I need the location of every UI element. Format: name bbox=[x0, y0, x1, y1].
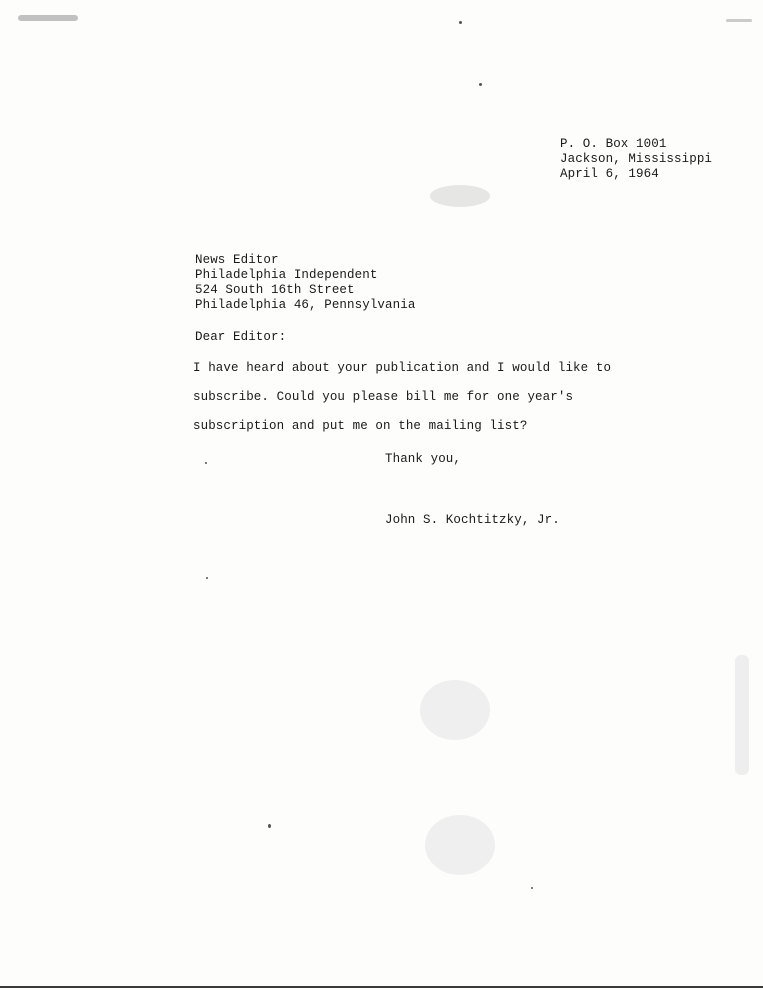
page-bottom-edge bbox=[0, 986, 763, 988]
recipient-title: News Editor bbox=[195, 253, 279, 267]
sender-po-box: P. O. Box 1001 bbox=[560, 137, 667, 151]
body-line-2: subscribe. Could you please bill me for one year's bbox=[193, 390, 574, 404]
sender-city-state: Jackson, Mississippi bbox=[560, 152, 713, 166]
body-line-3: subscription and put me on the mailing list? bbox=[193, 419, 528, 433]
letter-date: April 6, 1964 bbox=[560, 167, 659, 181]
closing: Thank you, bbox=[385, 452, 462, 466]
signature-name: John S. Kochtitzky, Jr. bbox=[385, 513, 560, 527]
recipient-street: 524 South 16th Street bbox=[195, 283, 355, 297]
body-line-1: I have heard about your publication and I would like to bbox=[193, 361, 612, 375]
recipient-organization: Philadelphia Independent bbox=[195, 268, 378, 282]
salutation: Dear Editor: bbox=[195, 330, 287, 344]
recipient-city-state: Philadelphia 46, Pennsylvania bbox=[195, 298, 416, 312]
